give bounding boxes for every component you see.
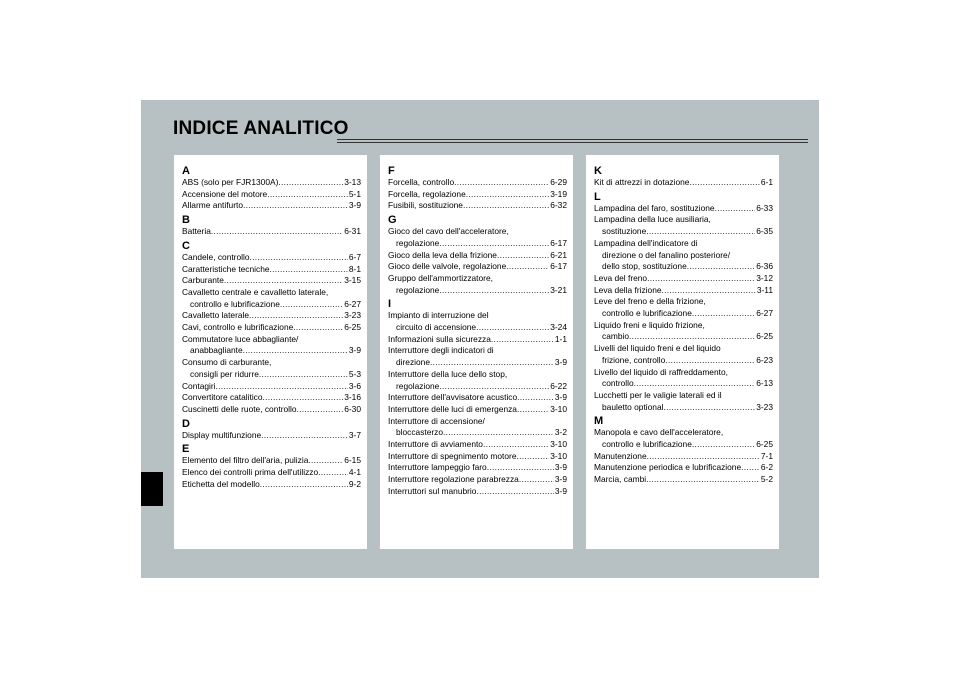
index-entry-line: Interruttore di accensione/ <box>388 415 485 426</box>
dot-leader <box>687 261 756 273</box>
dot-leader <box>662 285 756 297</box>
index-entry <box>182 310 361 322</box>
dot-leader <box>689 177 759 189</box>
index-page-ref: 6-22 <box>550 380 567 391</box>
index-page-ref: 5-2 <box>760 474 773 485</box>
index-entry-text: Interruttore lampeggio faro <box>388 462 487 473</box>
index-letter: C <box>182 239 190 252</box>
dot-leader <box>634 378 756 390</box>
index-entry-text: frizione, controllo <box>602 354 666 365</box>
index-entry-text: Leva del freno <box>594 272 648 283</box>
index-entry-line: Livello del liquido di raffreddamento, <box>594 366 728 377</box>
index-entry-text: Leva della frizione <box>594 284 662 295</box>
index-letter: M <box>594 415 604 428</box>
page-title: INDICE ANALITICO <box>173 118 349 139</box>
dot-leader <box>516 451 549 463</box>
index-page-ref: 6-27 <box>344 298 361 309</box>
index-entry-text: anabbagliante <box>190 345 243 356</box>
dot-leader <box>715 203 756 215</box>
index-entry <box>182 226 361 238</box>
index-page-ref: 3-11 <box>756 284 773 295</box>
index-entry-text: ABS (solo per FJR1300A) <box>182 177 279 187</box>
index-page-ref: 3-9 <box>554 485 567 496</box>
index-page-ref: 4-1 <box>348 467 361 478</box>
dot-leader <box>476 486 553 498</box>
index-entry-text: regolazione <box>396 284 440 295</box>
index-entry-text: Cuscinetti delle ruote, controllo <box>182 403 297 414</box>
index-entry <box>182 467 361 479</box>
index-entry-text: Forcella, controllo <box>388 177 455 187</box>
index-letter: F <box>388 165 395 177</box>
title-rule <box>337 142 808 143</box>
index-entry-text: controllo e lubrificazione <box>602 439 692 450</box>
dot-leader <box>224 275 343 287</box>
index-entry-text: Manutenzione periodica e lubrificazione <box>594 462 742 473</box>
index-entry-line: Interruttore della luce dello stop, <box>388 368 508 379</box>
index-page-ref: 6-25 <box>756 439 773 450</box>
index-entry-text: Informazioni sulla sicurezza <box>388 333 491 344</box>
index-entry-line: Cavalletto centrale e cavalletto laterale, <box>182 286 329 297</box>
index-letter: I <box>388 298 392 311</box>
index-page-ref: 6-17 <box>550 237 567 248</box>
index-page-ref: 3-13 <box>344 177 361 187</box>
index-entry <box>594 177 773 189</box>
index-entry-text: Caratteristiche tecniche <box>182 263 270 274</box>
index-entry-text: cambio <box>602 331 629 342</box>
index-letter: G <box>388 214 397 227</box>
index-page-ref: 6-35 <box>756 226 773 237</box>
index-column-1 <box>174 155 367 549</box>
index-entry-text: regolazione <box>396 380 440 391</box>
dot-leader <box>517 404 549 416</box>
index-page-ref: 3-10 <box>550 403 567 414</box>
index-page-ref: 6-25 <box>756 331 773 342</box>
index-entry-text: Convertitore catalitico <box>182 392 263 403</box>
index-entry <box>182 252 361 264</box>
index-entry-text: Display multifunzione <box>182 429 262 440</box>
index-entry <box>182 200 361 212</box>
index-entry-text: controllo e lubrificazione <box>602 308 692 319</box>
index-entry-text: bloccasterzo <box>396 427 444 438</box>
section-tab <box>141 472 163 506</box>
index-entry-text: Elenco dei controlli prima dell'utilizzo <box>182 467 319 478</box>
index-entry <box>182 189 361 201</box>
index-entry-text: Interruttore dell'avvisatore acustico <box>388 392 518 403</box>
index-page-ref: 6-13 <box>756 378 773 389</box>
index-page-ref: 3-23 <box>756 401 773 412</box>
index-entry <box>182 455 361 467</box>
index-letter: L <box>594 190 601 203</box>
dot-leader <box>663 402 755 414</box>
index-entry <box>388 322 567 334</box>
dot-leader <box>647 451 760 463</box>
index-entry <box>594 308 773 320</box>
index-entry <box>388 285 567 297</box>
index-letter: A <box>182 165 190 177</box>
index-entry-text: Batteria <box>182 226 211 237</box>
index-entry-text: Interruttore di spegnimento motore <box>388 450 517 461</box>
index-entry <box>594 203 773 215</box>
index-entry-text: Gioco della leva della frizione <box>388 249 497 260</box>
index-entry-text: Interruttore di avviamento <box>388 439 483 450</box>
dot-leader <box>487 462 554 474</box>
index-entry-line: Lampadina dell'indicatore di <box>594 237 698 248</box>
index-entry <box>388 451 567 463</box>
index-letter: B <box>182 214 190 227</box>
index-page-ref: 8-1 <box>348 263 361 274</box>
index-entry-text: Elemento del filtro dell'aria, pulizia <box>182 455 309 466</box>
dot-leader <box>665 355 755 367</box>
index-entry <box>594 474 773 486</box>
dot-leader <box>243 345 348 357</box>
index-entry <box>388 439 567 451</box>
dot-leader <box>454 177 549 189</box>
index-entry <box>388 238 567 250</box>
index-entry-line: Leve del freno e della frizione, <box>594 296 706 307</box>
index-page-ref: 5-3 <box>348 368 361 379</box>
index-letter: K <box>594 165 602 177</box>
index-entry <box>594 285 773 297</box>
index-page-ref: 6-23 <box>756 354 773 365</box>
index-entry-text: Allarme antifurto <box>182 200 243 211</box>
index-page-ref: 6-33 <box>756 202 773 213</box>
index-entry-text: Interruttori sul manubrio <box>388 485 477 496</box>
index-page-ref: 6-17 <box>550 261 567 272</box>
index-page-ref: 6-30 <box>344 403 361 414</box>
index-entry-line: Lampadina della luce ausiliaria, <box>594 214 711 225</box>
index-entry-text: Contagiri <box>182 380 216 391</box>
dot-leader <box>692 308 755 320</box>
index-entry <box>594 273 773 285</box>
index-column-2 <box>380 155 573 549</box>
dot-leader <box>741 462 760 474</box>
index-entry-text: circuito di accensione <box>396 322 477 333</box>
index-page-ref: 6-7 <box>348 251 361 262</box>
title-rule <box>337 139 808 140</box>
index-entry-text: Manutenzione <box>594 450 647 461</box>
index-entry <box>388 261 567 273</box>
index-entry-line: Manopola e cavo dell'acceleratore, <box>594 427 724 438</box>
dot-leader <box>259 369 348 381</box>
index-entry <box>182 299 361 311</box>
index-entry-text: controllo <box>602 378 634 389</box>
dot-leader <box>517 392 554 404</box>
index-page-ref: 3-10 <box>550 450 567 461</box>
index-entry <box>182 264 361 276</box>
index-entry <box>388 189 567 201</box>
index-entry-text: Forcella, regolazione <box>388 188 466 199</box>
index-page-ref: 3-24 <box>550 322 567 333</box>
dot-leader <box>497 250 549 262</box>
index-page-ref: 6-36 <box>756 261 773 272</box>
index-page-ref: 3-21 <box>550 284 567 295</box>
index-page-ref: 6-32 <box>550 200 567 211</box>
dot-leader <box>463 200 549 212</box>
index-entry <box>594 226 773 238</box>
index-page-ref: 3-9 <box>554 357 567 368</box>
dot-leader <box>267 189 348 201</box>
dot-leader <box>466 189 549 201</box>
dot-leader <box>250 252 348 264</box>
dot-leader <box>506 261 549 273</box>
index-page-ref: 3-6 <box>348 380 361 391</box>
index-entry <box>182 275 361 287</box>
index-entry-line: Lucchetti per le valigie laterali ed il <box>594 389 722 400</box>
index-page-ref: 6-31 <box>344 226 361 237</box>
index-page-ref: 3-23 <box>344 310 361 321</box>
index-page-ref: 6-15 <box>344 455 361 466</box>
index-page-ref: 3-16 <box>344 392 361 403</box>
index-entry <box>594 451 773 463</box>
index-entry <box>388 177 567 189</box>
dot-leader <box>692 439 755 451</box>
index-entry <box>594 462 773 474</box>
dot-leader <box>430 357 554 369</box>
dot-leader <box>270 264 348 276</box>
dot-leader <box>647 273 755 285</box>
index-letter: D <box>182 417 190 430</box>
index-entry-text: Interruttore delle luci di emergenza <box>388 403 517 414</box>
index-entry-line: Interruttore degli indicatori di <box>388 345 494 356</box>
index-entry <box>182 345 361 357</box>
dot-leader <box>439 285 549 297</box>
dot-leader <box>491 334 554 346</box>
index-entry <box>388 392 567 404</box>
index-entry-text: Interruttore regolazione parabrezza <box>388 474 519 485</box>
index-entry <box>182 177 361 189</box>
index-entry <box>388 200 567 212</box>
index-entry <box>388 427 567 439</box>
index-entry <box>388 474 567 486</box>
dot-leader <box>261 430 348 442</box>
dot-leader <box>646 474 760 486</box>
index-entry <box>594 439 773 451</box>
index-entry-line: Consumo di carburante, <box>182 357 272 368</box>
index-entry <box>182 430 361 442</box>
index-entry <box>388 250 567 262</box>
dot-leader <box>260 479 348 491</box>
dot-leader <box>443 427 554 439</box>
index-entry <box>388 462 567 474</box>
index-entry-line: Gruppo dell'ammortizzatore, <box>388 272 493 283</box>
index-entry-text: bauletto optional <box>602 401 664 412</box>
dot-leader <box>211 226 343 238</box>
dot-leader <box>476 322 549 334</box>
index-entry-text: consigli per ridurre <box>190 368 259 379</box>
dot-leader <box>280 299 343 311</box>
index-entry-text: Gioco delle valvole, regolazione <box>388 261 507 272</box>
index-entry <box>388 334 567 346</box>
index-entry-text: sostituzione <box>602 226 647 237</box>
index-entry <box>182 392 361 404</box>
index-entry-text: Cavalletto laterale <box>182 310 250 321</box>
index-column-3 <box>586 155 779 549</box>
index-page-ref: 3-9 <box>554 462 567 473</box>
index-entry-text: Marcia, cambi <box>594 474 647 485</box>
dot-leader <box>629 331 755 343</box>
index-entry-text: regolazione <box>396 237 440 248</box>
index-entry <box>594 355 773 367</box>
index-entry-line: Commutatore luce abbagliante/ <box>182 333 299 344</box>
index-entry <box>594 261 773 273</box>
dot-leader <box>263 392 344 404</box>
index-entry <box>182 381 361 393</box>
index-entry <box>388 486 567 498</box>
index-page-ref: 3-2 <box>554 427 567 438</box>
dot-leader <box>216 381 348 393</box>
index-entry <box>388 381 567 393</box>
index-entry-text: controllo e lubrificazione <box>190 298 280 309</box>
index-entry-text: Carburante <box>182 275 224 286</box>
index-page-ref: 6-27 <box>756 308 773 319</box>
index-entry <box>182 322 361 334</box>
index-entry-text: dello stop, sostituzione <box>602 261 687 272</box>
index-entry-line: direzione o del fanalino posteriore/ <box>602 249 731 260</box>
index-entry-line: Gioco del cavo dell'acceleratore, <box>388 226 509 237</box>
index-entry-line: Liquido freni e liquido frizione, <box>594 319 705 330</box>
index-page-ref: 9-2 <box>348 478 361 489</box>
index-entry <box>182 479 361 491</box>
index-page-ref: 3-7 <box>348 429 361 440</box>
index-page-ref: 6-1 <box>760 177 773 187</box>
index-entry <box>182 404 361 416</box>
index-entry-text: Kit di attrezzi in dotazione <box>594 177 690 187</box>
dot-leader <box>519 474 554 486</box>
index-entry-text: direzione <box>396 357 430 368</box>
dot-leader <box>249 310 343 322</box>
index-page-ref: 3-9 <box>348 200 361 211</box>
index-page-ref: 3-19 <box>550 188 567 199</box>
index-entry-text: Accensione del motore <box>182 188 268 199</box>
dot-leader <box>646 226 755 238</box>
dot-leader <box>297 404 344 416</box>
index-page-ref: 1-1 <box>554 333 567 344</box>
index-page-ref: 6-25 <box>344 322 361 333</box>
index-entry-line: Impianto di interruzione del <box>388 310 489 321</box>
index-page-ref: 3-9 <box>554 474 567 485</box>
index-entry-text: Cavi, controllo e lubrificazione <box>182 322 294 333</box>
index-page-ref: 3-10 <box>550 439 567 450</box>
index-page-ref: 3-9 <box>554 392 567 403</box>
index-entry-text: Fusibili, sostituzione <box>388 200 463 211</box>
index-entry <box>594 402 773 414</box>
index-page-ref: 7-1 <box>760 450 773 461</box>
dot-leader <box>243 200 348 212</box>
dot-leader <box>278 177 343 189</box>
dot-leader <box>318 467 348 479</box>
index-page-ref: 6-21 <box>550 249 567 260</box>
index-entry-text: Etichetta del modello <box>182 478 260 489</box>
index-page-ref: 6-2 <box>760 462 773 473</box>
index-page-ref: 3-9 <box>348 345 361 356</box>
index-entry-text: Lampadina del faro, sostituzione <box>594 202 715 213</box>
dot-leader <box>293 322 343 334</box>
index-entry-line: Livelli del liquido freni e del liquido <box>594 343 721 354</box>
index-entry <box>388 357 567 369</box>
dot-leader <box>439 381 549 393</box>
index-page-ref: 6-29 <box>550 177 567 187</box>
index-entry <box>182 369 361 381</box>
dot-leader <box>483 439 549 451</box>
index-entry <box>388 404 567 416</box>
index-entry <box>594 331 773 343</box>
index-letter: E <box>182 443 190 456</box>
index-page-ref: 5-1 <box>348 188 361 199</box>
index-entry <box>594 378 773 390</box>
index-page-ref: 3-15 <box>344 275 361 286</box>
dot-leader <box>308 455 343 467</box>
index-page-ref: 3-12 <box>756 272 773 283</box>
index-entry-text: Candele, controllo <box>182 251 250 262</box>
dot-leader <box>439 238 549 250</box>
